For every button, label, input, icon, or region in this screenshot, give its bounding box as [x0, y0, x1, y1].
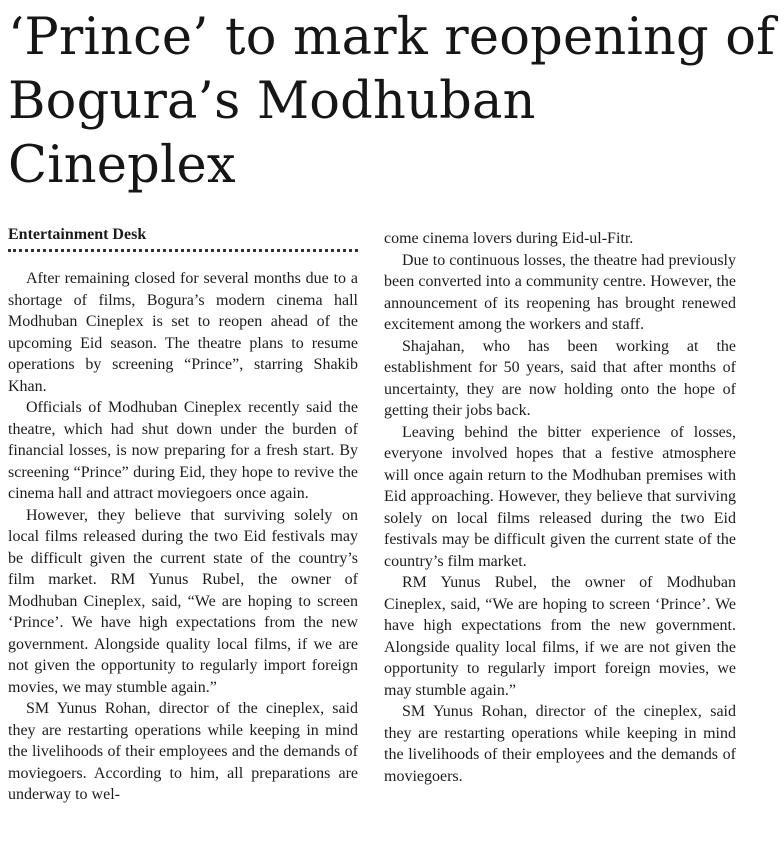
paragraph: Shajahan, who has been working at the establishment for 50 years, said that after months of uncertainty, they are now holding onto the hope of getting their jobs back. — [384, 337, 736, 419]
byline: Entertainment Desk — [8, 226, 147, 243]
article-column-2 — [384, 228, 736, 787]
paragraph-continuation: come cinema lovers during Eid-ul-Fitr. — [384, 230, 634, 247]
headline: ‘Prince’ to mark reopening of Bogura’s Modhuban Cineplex — [8, 8, 776, 195]
byline-dotted-rule — [8, 249, 358, 252]
paragraph: Officials of Modhuban Cineplex recently said the theatre, which had shut down under the burden of financial losses, is now preparing for a fresh start. By screening “Prince” during Eid, they hope to revive the cinema hall and attract moviegoers once again. — [8, 399, 358, 502]
paragraph: SM Yunus Rohan, director of the cineplex, said they are restarting operations while keeping in mind the livelihoods of their employees and the demands of moviegoers. — [384, 703, 736, 785]
paragraph: However, they believe that surviving solely on local films released during the two Eid festivals may be difficult given the current state of the country’s film market. RM Yunus Rubel, the owner of Modhuban Cineplex, said, “We are hoping to screen ‘Prince’. We have high expectations from the new government. Alongside quality local films, if we are not given the opportunity to regularly import foreign movies, we may stumble again.” — [8, 506, 358, 696]
article-column-1 — [8, 268, 358, 806]
paragraph: Due to continuous losses, the theatre had previously been converted into a community centre. However, the announcement of its reopening has brought renewed excitement among the workers and staff. — [384, 251, 736, 333]
paragraph: After remaining closed for several months due to a shortage of films, Bogura’s modern cinema hall Modhuban Cineplex is set to reopen ahead of the upcoming Eid season. The theatre plans to resume operations by screening “Prince”, starring Shakib Khan. — [8, 270, 358, 395]
paragraph: Leaving behind the bitter experience of losses, everyone involved hopes that a festive atmosphere will once again return to the Modhuban premises with Eid approaching. However, they believe that surviving solely on local films released during the two Eid festivals may be difficult given the current state of the country’s film market. — [384, 423, 736, 570]
paragraph: SM Yunus Rohan, director of the cineplex, said they are restarting operations while keeping in mind the livelihoods of their employees and the demands of moviegoers. According to him, all preparations are underway to wel- — [8, 700, 358, 803]
paragraph: RM Yunus Rubel, the owner of Modhuban Cineplex, said, “We are hoping to screen ‘Prince’. We have high expectations from the new government. Alongside quality local films, if we are not given the opportunity to regularly import foreign movies, we may stumble again.” — [384, 574, 736, 699]
